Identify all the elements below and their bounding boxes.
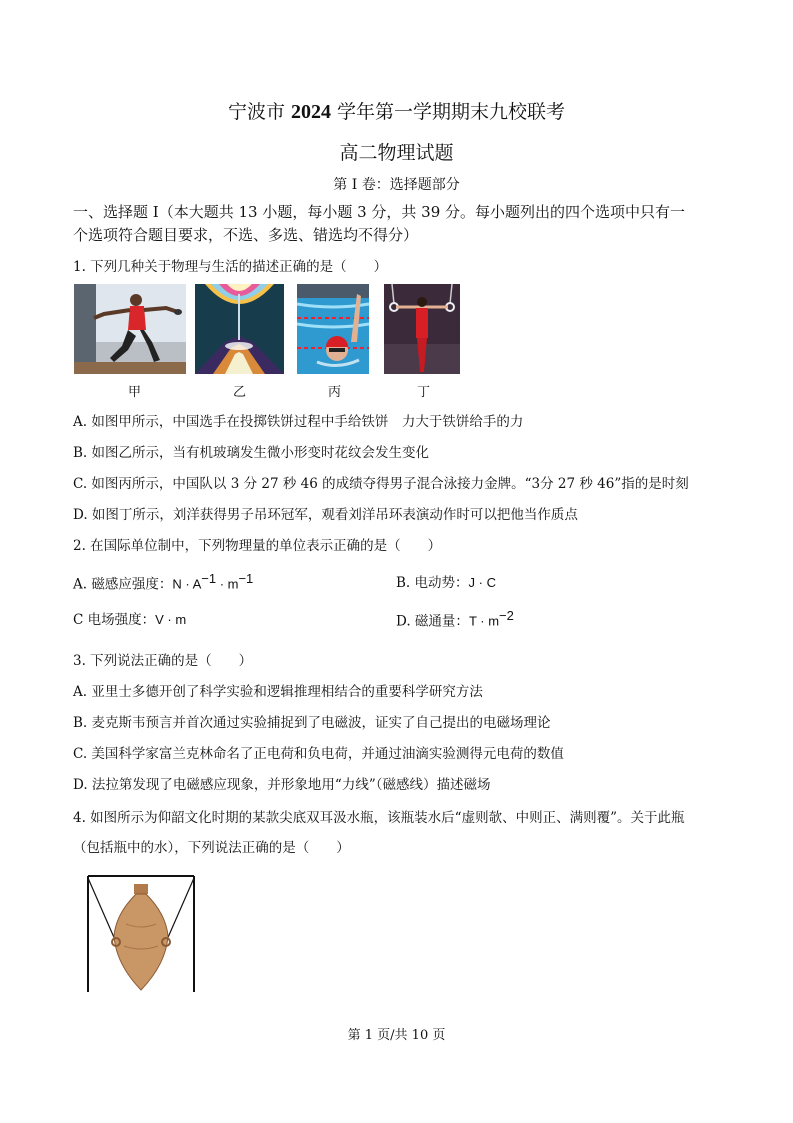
question-3-option-a: A. 亚里士多德开创了科学实验和逻辑推理相结合的重要科学研究方法 <box>73 684 483 700</box>
gymnast-rings-image <box>384 284 460 374</box>
section-heading-line1: 一、选择题 I（本大题共 13 小题，每小题 3 分，共 39 分。每小题列出的四个选项中只有一 <box>73 203 686 221</box>
figure-caption-yi: 乙 <box>233 385 247 400</box>
question-1-option-d: D. 如图丁所示，刘洋获得男子吊环冠军，观看刘洋吊环表演动作时可以把他当作质点 <box>73 507 578 523</box>
question-3-option-b: B. 麦克斯韦预言并首次通过实验捕捉到了电磁波，证实了自己提出的电磁场理论 <box>73 715 551 731</box>
question-3-option-c: C. 美国科学家富兰克林命名了正电荷和负电荷，并通过油滴实验测得元电荷的数值 <box>73 746 564 762</box>
question-1-option-c: C. 如图丙所示，中国队以 3 分 27 秒 46 的成绩夺得男子混合泳接力金牌。“3分 27 秒 46”指的是时刻 <box>73 476 689 492</box>
question-2-option-d: D. 磁通量：$T \cdot m^{-2}$ <box>396 608 514 630</box>
question-2-option-b: B. 电动势：J · C <box>396 575 496 591</box>
hanging-vase-figure <box>86 874 196 994</box>
question-3-stem: 3. 下列说法正确的是（ ） <box>73 653 253 669</box>
question-2-stem: 2. 在国际单位制中，下列物理量的单位表示正确的是（ ） <box>73 538 442 554</box>
page-subtitle: 高二物理试题 <box>339 142 454 164</box>
question-2-option-a: A. 磁感应强度：$N \cdot A^{-1} \cdot m^{-1}$ <box>73 571 254 593</box>
question-4-stem-line1: 4. 如图所示为仰韶文化时期的某款尖底双耳汲水瓶，该瓶装水后“虚则欹、中则正、满则覆”。关于此瓶 <box>73 810 685 826</box>
page-footer: 第 1 页/共 10 页 <box>347 1028 446 1043</box>
part-title: 第 I 卷：选择题部分 <box>333 177 460 193</box>
question-1-option-a: A. 如图甲所示，中国选手在投掷铁饼过程中手给铁饼 力大于铁饼给手的力 <box>73 414 524 430</box>
discus-thrower-image <box>74 284 186 374</box>
question-1-stem: 1. 下列几种关于物理与生活的描述正确的是（ ） <box>73 259 388 275</box>
question-1-figures <box>74 284 466 398</box>
section-heading-line2: 个选项符合题目要求，不选、多选、错选均不得分） <box>73 226 419 244</box>
figure-caption-bing: 丙 <box>328 385 342 400</box>
question-2-option-c: C 电场强度：V · m <box>73 612 187 628</box>
swimmer-image <box>297 284 369 374</box>
question-4-stem-line2: （包括瓶中的水），下列说法正确的是（ ） <box>73 840 350 856</box>
figure-caption-ding: 丁 <box>417 385 431 400</box>
page-title: 宁波市 2024 学年第一学期期末九校联考 <box>227 101 566 123</box>
figure-caption-jia: 甲 <box>128 385 142 400</box>
question-3-option-d: D. 法拉第发现了电磁感应现象，并形象地用“力线”（磁感线）描述磁场 <box>73 777 491 793</box>
question-1-option-b: B. 如图乙所示，当有机玻璃发生微小形变时花纹会发生变化 <box>73 445 430 461</box>
photoelastic-glass-image <box>195 284 284 374</box>
